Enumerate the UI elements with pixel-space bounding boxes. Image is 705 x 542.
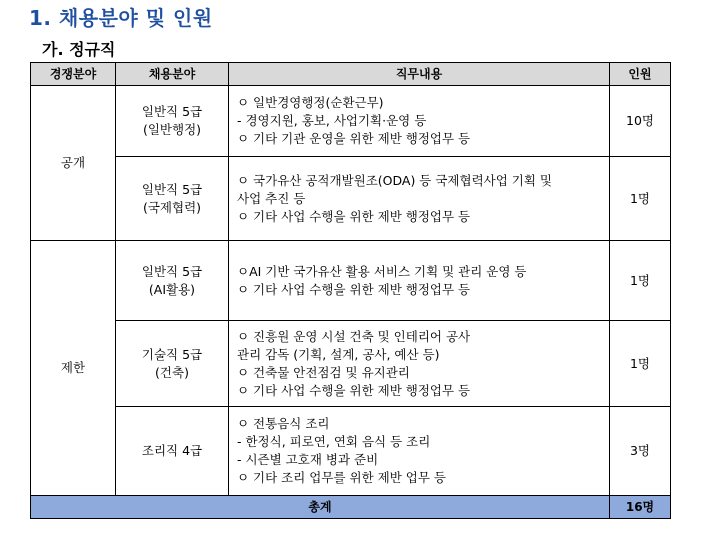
duty-line: - 시즌별 고호재 병과 준비: [237, 452, 379, 467]
duties-cell: [229, 241, 610, 321]
field-cell: [116, 157, 229, 241]
count-cell: 1명: [610, 157, 671, 241]
table-row: [31, 321, 671, 407]
field-sub: (국제협력): [142, 199, 202, 215]
field-cell: [116, 321, 229, 407]
count-cell: 10명: [610, 86, 671, 157]
duty-line: 사업 추진 등: [237, 190, 306, 206]
field-name: 일반직 5급: [141, 181, 203, 197]
field-sub: (AI활용): [148, 281, 196, 297]
count-cell: 1명: [610, 321, 671, 407]
duty-line: ㅇ 국가유산 공적개발원조(ODA) 등 국제협력사업 기획 및: [237, 172, 552, 188]
total-label: 총계: [31, 496, 610, 519]
field-cell: [116, 86, 229, 157]
header-duties: 직무내용: [229, 63, 610, 86]
duties-cell: [229, 321, 610, 407]
duty-line: ㅇ 기타 사업 수행을 위한 제반 행정업무 등: [237, 382, 471, 398]
duty-line: ㅇ 진흥원 운영 시설 건축 및 인테리어 공사: [237, 328, 471, 344]
duty-line: - 경영지원, 홍보, 사업기획·운영 등: [237, 113, 427, 128]
field-name: 기술직 5급: [141, 346, 203, 362]
field-name: 일반직 5급: [141, 263, 203, 279]
duties-cell: [229, 407, 610, 496]
duties-cell: [229, 86, 610, 157]
duty-line: 관리 감독 (기획, 설계, 공사, 예산 등): [237, 346, 440, 362]
duties-cell: [229, 157, 610, 241]
group-cell-restricted: 제한: [31, 241, 116, 496]
duty-line: ㅇAI 기반 국가유산 활용 서비스 기획 및 관리 운영 등: [237, 263, 527, 279]
table-header-row: [31, 63, 671, 86]
duty-line: ㅇ 기타 조리 업무를 위한 제반 업무 등: [237, 470, 446, 485]
subsection-title: 가. 정규직: [42, 40, 116, 59]
duty-line: ㅇ 기타 사업 수행을 위한 제반 행정업무 등: [237, 208, 471, 224]
duty-line: ㅇ 전통음식 조리: [237, 416, 330, 431]
total-row: [31, 496, 671, 519]
count-cell: 3명: [610, 407, 671, 496]
table-row: [31, 407, 671, 496]
field-sub: (건축): [155, 364, 189, 380]
field-sub: (일반행정): [142, 122, 202, 137]
field-name: 일반직 5급: [141, 104, 203, 119]
duty-line: ㅇ 기타 기관 운영을 위한 제반 행정업무 등: [237, 131, 471, 146]
duty-line: ㅇ 기타 사업 수행을 위한 제반 행정업무 등: [237, 281, 471, 297]
table-row: [31, 157, 671, 241]
duty-line: ㅇ 일반경영행정(순환근무): [237, 95, 384, 110]
field-cell: [116, 241, 229, 321]
field-name: 조리직 4급: [141, 443, 203, 458]
duty-line: ㅇ 건축물 안전점검 및 유지관리: [237, 364, 410, 380]
table-row: [31, 241, 671, 321]
header-field: 채용분야: [116, 63, 229, 86]
duty-line: - 한정식, 피로연, 연회 음식 등 조리: [237, 434, 431, 449]
table-row: [31, 86, 671, 157]
total-count: 16명: [610, 496, 671, 519]
header-competition: 경쟁분야: [31, 63, 116, 86]
group-cell-open: 공개: [31, 86, 116, 241]
recruitment-table: [30, 62, 671, 519]
count-cell: 1명: [610, 241, 671, 321]
field-cell: [116, 407, 229, 496]
header-count: 인원: [610, 63, 671, 86]
section-title: 1. 채용분야 및 인원: [29, 6, 213, 30]
